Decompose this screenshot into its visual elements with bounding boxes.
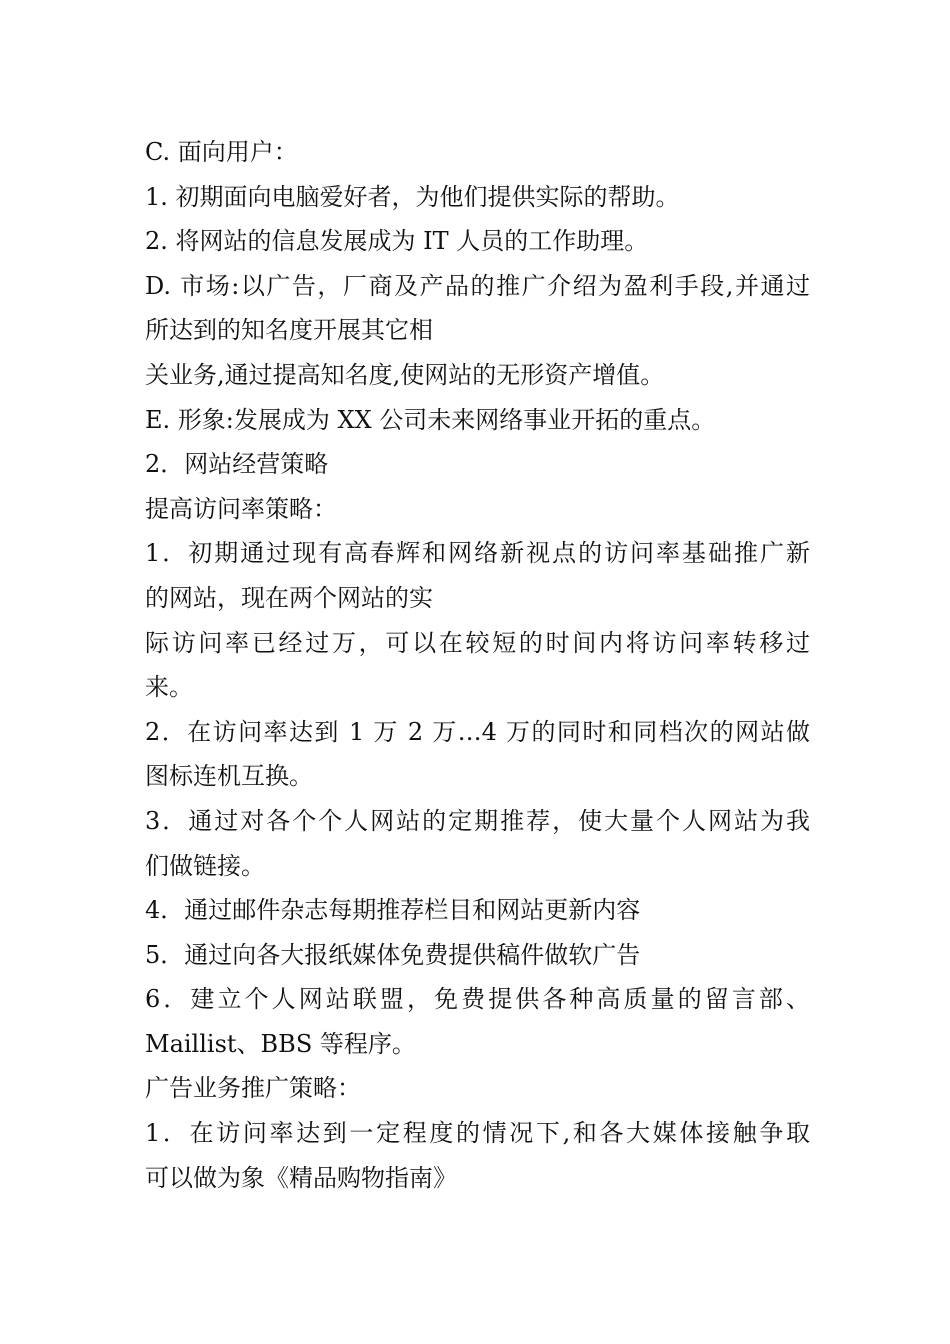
section-heading: 2．网站经营策略 xyxy=(145,450,329,479)
text-line: 图标连机互换。 xyxy=(145,762,313,791)
text-line: 可以做为象《精品购物指南》 xyxy=(145,1163,457,1192)
text-line: Maillist、BBS 等程序。 xyxy=(145,1029,416,1058)
text-line: 所达到的知名度开展其它相 xyxy=(145,316,433,345)
text-line: 1．在访问率达到一定程度的情况下,和各大媒体接触争取 xyxy=(145,1119,810,1148)
subsection-heading: 广告业务推广策略： xyxy=(145,1074,361,1103)
text-line: 3．通过对各个个人网站的定期推荐，使大量个人网站为我 xyxy=(145,806,810,835)
text-line: D. 市场:以广告，厂商及产品的推广介绍为盈利手段,并通过 xyxy=(145,271,810,300)
text-line: 来。 xyxy=(145,673,193,702)
text-line: 们做链接。 xyxy=(145,851,265,880)
document-body xyxy=(145,130,810,1200)
subsection-heading: 提高访问率策略： xyxy=(145,494,337,523)
heading-c-target-users: C. 面向用户： xyxy=(145,138,298,166)
text-line: 1. 初期面向电脑爱好者，为他们提供实际的帮助。 xyxy=(145,182,680,211)
text-line: 的网站，现在两个网站的实 xyxy=(145,583,433,612)
text-line: 际访问率已经过万，可以在较短的时间内将访问率转移过 xyxy=(145,628,810,657)
text-line: 6．建立个人网站联盟，免费提供各种高质量的留言部、 xyxy=(145,985,810,1014)
text-line: 5．通过向各大报纸媒体免费提供稿件做软广告 xyxy=(145,940,641,969)
text-line: 2．在访问率达到 1 万 2 万…4 万的同时和同档次的网站做 xyxy=(145,717,810,746)
text-line: E. 形象:发展成为 XX 公司未来网络事业开拓的重点。 xyxy=(145,405,716,434)
text-line: 4．通过邮件杂志每期推荐栏目和网站更新内容 xyxy=(145,896,641,925)
text-line: 2. 将网站的信息发展成为 IT 人员的工作助理。 xyxy=(145,227,649,256)
text-line: 1．初期通过现有高春辉和网络新视点的访问率基础推广新 xyxy=(145,539,810,568)
text-line: 关业务,通过提高知名度,使网站的无形资产增值。 xyxy=(145,360,665,389)
